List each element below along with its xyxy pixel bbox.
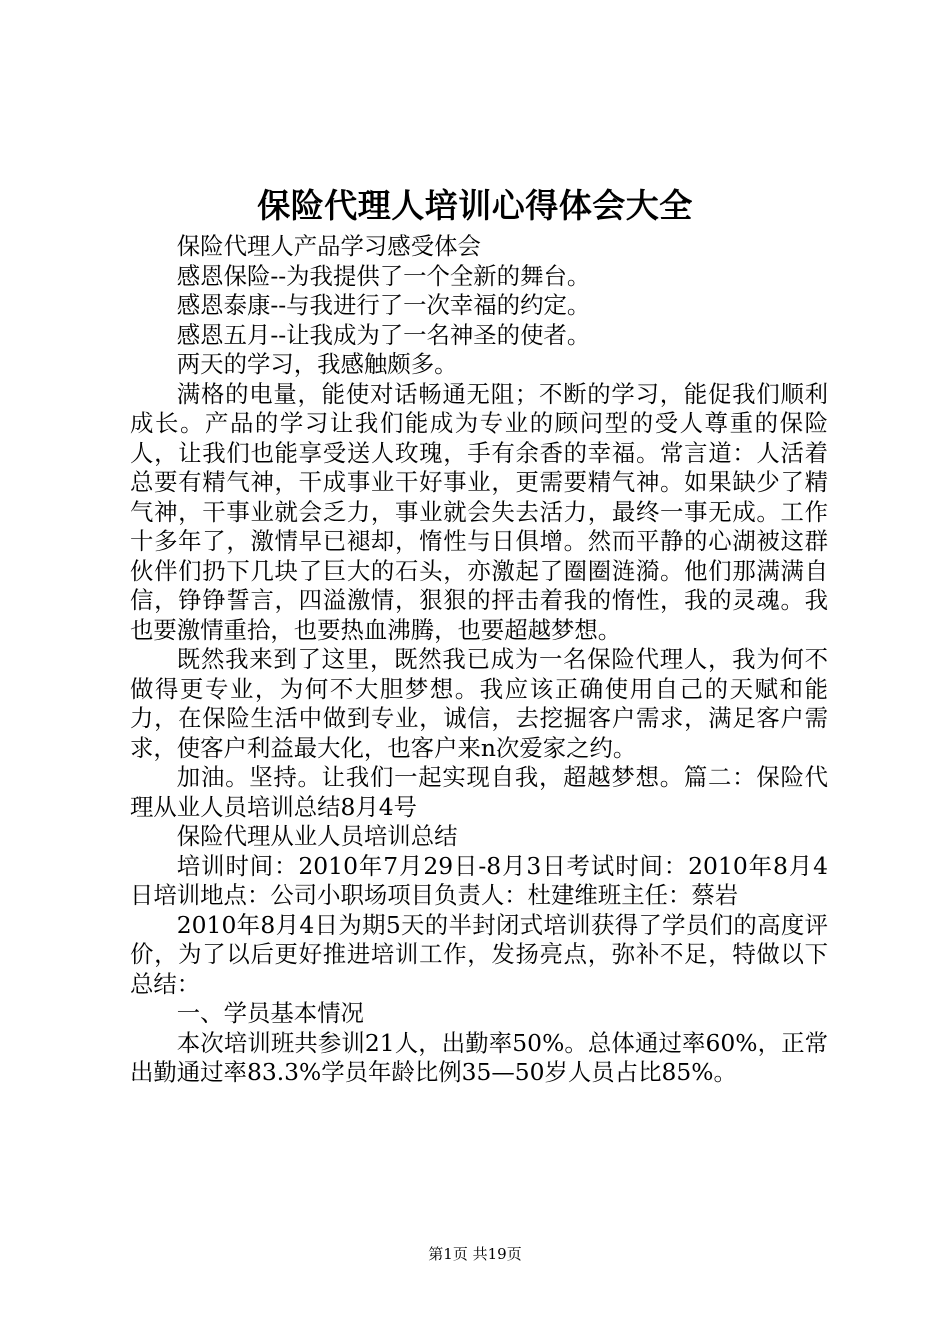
paragraph: 培训时间：2010年7月29日-8月3日考试时间：2010年8月4日培训地点：公司小职场项目负责人：杜建维班主任：蔡岩 bbox=[130, 851, 828, 909]
paragraph: 感恩泰康--与我进行了一次幸福的约定。 bbox=[176, 291, 591, 319]
paragraph: 感恩保险--为我提供了一个全新的舞台。 bbox=[176, 261, 591, 290]
paragraph: 两天的学习，我感触颇多。 bbox=[176, 350, 458, 378]
paragraph: 既然我来到了这里，既然我已成为一名保险代理人，我为何不做得更专业，为何不大胆梦想。我应该正确使用自己的天赋和能力，在保险生活中做到专业，诚信，去挖掘客户需求，满足客户需求，使客户利益最大化，也客户来n次爱家之约。 bbox=[130, 645, 828, 762]
paragraph: 感恩五月--让我成为了一名神圣的使者。 bbox=[176, 320, 591, 349]
paragraph: 加油。坚持。让我们一起实现自我，超越梦想。篇二：保险代理从业人员培训总结8月4号 bbox=[130, 763, 828, 821]
document-title: 保险代理人培训心得体会大全 bbox=[257, 186, 693, 225]
page-number-footer: 第1页 共19页 bbox=[428, 1245, 522, 1263]
paragraph: 2010年8月4日为期5天的半封闭式培训获得了学员们的高度评价，为了以后更好推进培训工作，发扬亮点，弥补不足，特做以下总结： bbox=[130, 910, 828, 998]
section-heading: 一、学员基本情况 bbox=[176, 999, 364, 1027]
paragraph: 满格的电量，能使对话畅通无阻；不断的学习，能促我们顺利成长。产品的学习让我们能成为专业的顾问型的受人尊重的保险人，让我们也能享受送人玫瑰，手有余香的幸福。常言道：人活着总要有精气神，干成事业干好事业，更需要精气神。如果缺少了精气神，干事业就会乏力，事业就会失去活力，最终一事无成。工作十多年了，激情早已褪却，惰性与日俱增。然而平静的心湖被这群伙伴们扔下几块了巨大的石头，亦激起了圈圈涟漪。他们那满满自信，铮铮誓言，四溢激情，狠狠的抨击着我的惰性，我的灵魂。我也要激情重拾，也要热血沸腾，也要超越梦想。 bbox=[130, 379, 828, 644]
paragraph: 保险代理从业人员培训总结 bbox=[176, 822, 458, 850]
paragraph: 本次培训班共参训21人，出勤率50%。总体通过率60%，正常出勤通过率83.3%学员年龄比例35—50岁人员占比85%。 bbox=[130, 1028, 828, 1086]
document-body bbox=[130, 232, 828, 1088]
paragraph: 保险代理人产品学习感受体会 bbox=[176, 232, 481, 260]
